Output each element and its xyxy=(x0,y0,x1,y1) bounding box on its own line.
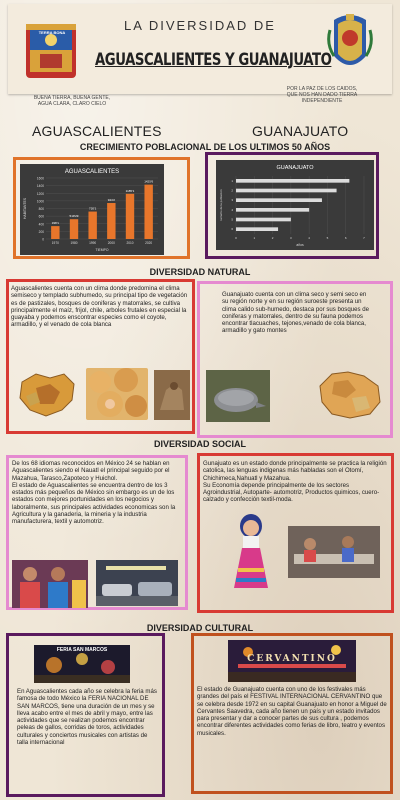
x-tick-label: 5 xyxy=(326,236,329,240)
bar xyxy=(236,208,309,212)
x-axis-label: años xyxy=(296,243,304,247)
x-tick-label: 1990 xyxy=(89,241,97,245)
aguascalientes-motto: BUENA TIERRA, BUENA GENTE, AGUA CLARA, CLARO CIELO xyxy=(33,95,111,107)
y-tick-label: 800 xyxy=(38,207,44,211)
x-tick-label: 2 xyxy=(271,236,274,240)
y-tick-label: 3 xyxy=(231,198,233,203)
x-tick-label: 2010 xyxy=(126,241,134,245)
x-axis-label: TIEMPO xyxy=(95,248,109,252)
y-tick-label: 1200 xyxy=(36,191,44,196)
x-tick-label: 6 xyxy=(344,236,347,240)
y-tick-label: 1600 xyxy=(36,176,44,181)
y-tick-label: 400 xyxy=(38,222,44,227)
cervantino-banner-text: CERVANTINO xyxy=(247,654,337,664)
x-tick-label: 0 xyxy=(235,236,237,240)
section-title-natural: DIVERSIDAD NATURAL xyxy=(149,267,251,277)
cultural-text-guanajuato: El estado de Guanajuato cuenta con uno de los festivales más grandes del país el FESTIVAL INTERNACIONAL CERVANTINO que se celebra desde 1972 en su capital Guanajuato en honor a Miguel de Cervantes Saavedra, cada año tienen un país y un estado invitados para presentar y dar a conocer partes de sus cultura , podemos encontrar diferentes actividades como ferias de libro, teatro y eventos musicales. xyxy=(197,686,387,737)
y-tick-label: 0 xyxy=(42,237,44,242)
automotive-factory-image xyxy=(96,560,178,606)
bar xyxy=(107,203,115,239)
bar xyxy=(236,218,291,222)
x-tick-label: 1980 xyxy=(70,241,78,245)
bar xyxy=(236,227,278,231)
x-tick-label: 2020 xyxy=(145,241,153,245)
data-label: 519'29 xyxy=(69,214,79,219)
bar xyxy=(236,179,349,183)
section-title-social: DIVERSIDAD SOCIAL xyxy=(153,439,246,449)
y-tick-label: 200 xyxy=(38,229,44,234)
y-tick-label: 1 xyxy=(231,178,233,183)
y-axis-label: HABITANTES xyxy=(23,197,27,220)
y-tick-label: 2 xyxy=(231,188,233,193)
y-tick-label: 600 xyxy=(38,214,44,219)
y-tick-label: 1000 xyxy=(36,199,44,204)
state-title-aguascalientes: AGUASCALIENTES xyxy=(32,123,162,139)
bar xyxy=(70,219,78,239)
textile-workers-image xyxy=(288,526,380,578)
chart-title: GUANAJUATO xyxy=(276,165,314,171)
x-tick-label: 7 xyxy=(363,236,365,240)
indigenous-people-image xyxy=(12,560,88,608)
y-tick-label: 6 xyxy=(231,227,233,232)
data-label: 1185'1 xyxy=(125,188,135,193)
natural-text-guanajuato: Guanajuato cuenta con un clima seco y semi seco en su región norte y en su región suroeste presenta un clima calido sub-humedo, destaca por sus bosques de coniferas y matorrales, dentro de su fauna podemos encontrar tlacuaches, tejones,venado de cola blanca, armadillo y gato montes xyxy=(222,291,370,335)
coyote-image xyxy=(154,370,190,420)
x-tick-label: 1970 xyxy=(51,241,59,245)
x-tick-label: 1 xyxy=(253,236,256,240)
bar xyxy=(236,198,322,202)
bar xyxy=(51,226,59,239)
guanajuato-map-image xyxy=(316,368,384,422)
feria-banner-text: FERIA SAN MARCOS xyxy=(56,647,108,653)
aguascalientes-population-chart xyxy=(20,164,164,255)
bar xyxy=(144,185,152,239)
chart-title: AGUASCALIENTES xyxy=(64,169,120,175)
guayaba-fruit-image xyxy=(86,368,148,420)
natural-text-aguascalientes: Aguascalientes cuenta con un clima donde predomina el clima semiseco y templado subhumedo, su principal tipo de vegetación es de pastizales, bosques de coniferas y matorrales, se cultiva principalmente el maíz, frijol, chile, arboles frutales en especial la guayaba y podemos enscontrar especies como el coyote, armadillo, y el venado de cola blanca xyxy=(11,285,188,329)
bar xyxy=(236,189,337,193)
data-label: 944'2 xyxy=(107,198,115,203)
x-tick-label: 3 xyxy=(290,236,292,240)
data-label: 1425'6 xyxy=(144,179,154,184)
shield-motto-text: TERRA BONA xyxy=(38,30,66,35)
section-title-cultural: DIVERSIDAD CULTURAL xyxy=(146,623,254,633)
aguascalientes-map-image xyxy=(16,370,80,420)
state-title-guanajuato: GUANAJUATO xyxy=(252,123,349,139)
bar xyxy=(126,194,134,239)
y-axis-label: tamaño de la población xyxy=(219,189,223,221)
indigenous-doll-illustration xyxy=(230,512,272,592)
y-tick-label: 4 xyxy=(231,207,233,212)
bar xyxy=(88,212,96,239)
chart-background xyxy=(216,160,374,250)
guanajuato-population-chart xyxy=(216,160,374,250)
x-tick-label: 2000 xyxy=(107,241,115,245)
page-title-top: LA DIVERSIDAD DE xyxy=(124,18,276,33)
x-tick-label: 4 xyxy=(308,236,310,240)
section-title-growth: CRECIMIENTO POBLACIONAL DE LOS ULTIMOS 50 AÑOS xyxy=(79,142,331,152)
y-tick-label: 5 xyxy=(231,217,233,222)
page-title-main: AGUASCALIENTES Y GUANAJUATO xyxy=(95,50,332,70)
social-text-aguascalientes: De los 68 idiomas reconocidos en México 24 se hablan en Aguascalientes siendo el Nauatl el principal seguido por el Mazahua, Tarasco,Zapoteco y Huichol. El estado de Aguascalientes se encuentra dentro de los 3 estados más pequeños de México sin embargo es un de los estados con mejores portunidades en los negocios y laboralmente, sus principales actividades economicas son la Agricultura y la ganaderia, la mineria y la industria manufacturera, textil y automotriz. xyxy=(12,460,176,526)
social-text-guanajuato: Gunajuato es un estado donde principalmente se practica la religión catolica, las lenguas indigenas más habladas son el Otomí, Chichimeca,Nahuatl y Mazahua. Su Economía depende principalmente de los sectores Agroindustrial, Autoparte- automotriz, Productos quimicos, cuero-calzado y confección textil-moda. xyxy=(203,460,387,504)
data-label: 720'1 xyxy=(89,206,97,211)
y-tick-label: 1400 xyxy=(36,184,44,189)
armadillo-image xyxy=(206,370,270,422)
data-label: 338'1 xyxy=(51,221,59,226)
guanajuato-motto: POR LA PAZ DE LOS CAIDOS, QUE NOS HAN DADO TIERRA INDEPENDIENTE xyxy=(286,86,358,104)
guanajuato-coat-of-arms xyxy=(326,10,374,76)
cultural-text-aguascalientes: En Aguascalientes cada año se celebra la feria más famosa de todo México la FERIA NACIONAL DE SAN MARCOS, tiene una duración de un mes y se lleva acabo entre el mes de abril y mayo, entre las actividades que se realizan podemos encontrar peleas de gallos, corridas de toros, actividades culturales y conciertos musicales con artistas de talla internacional xyxy=(17,688,157,747)
